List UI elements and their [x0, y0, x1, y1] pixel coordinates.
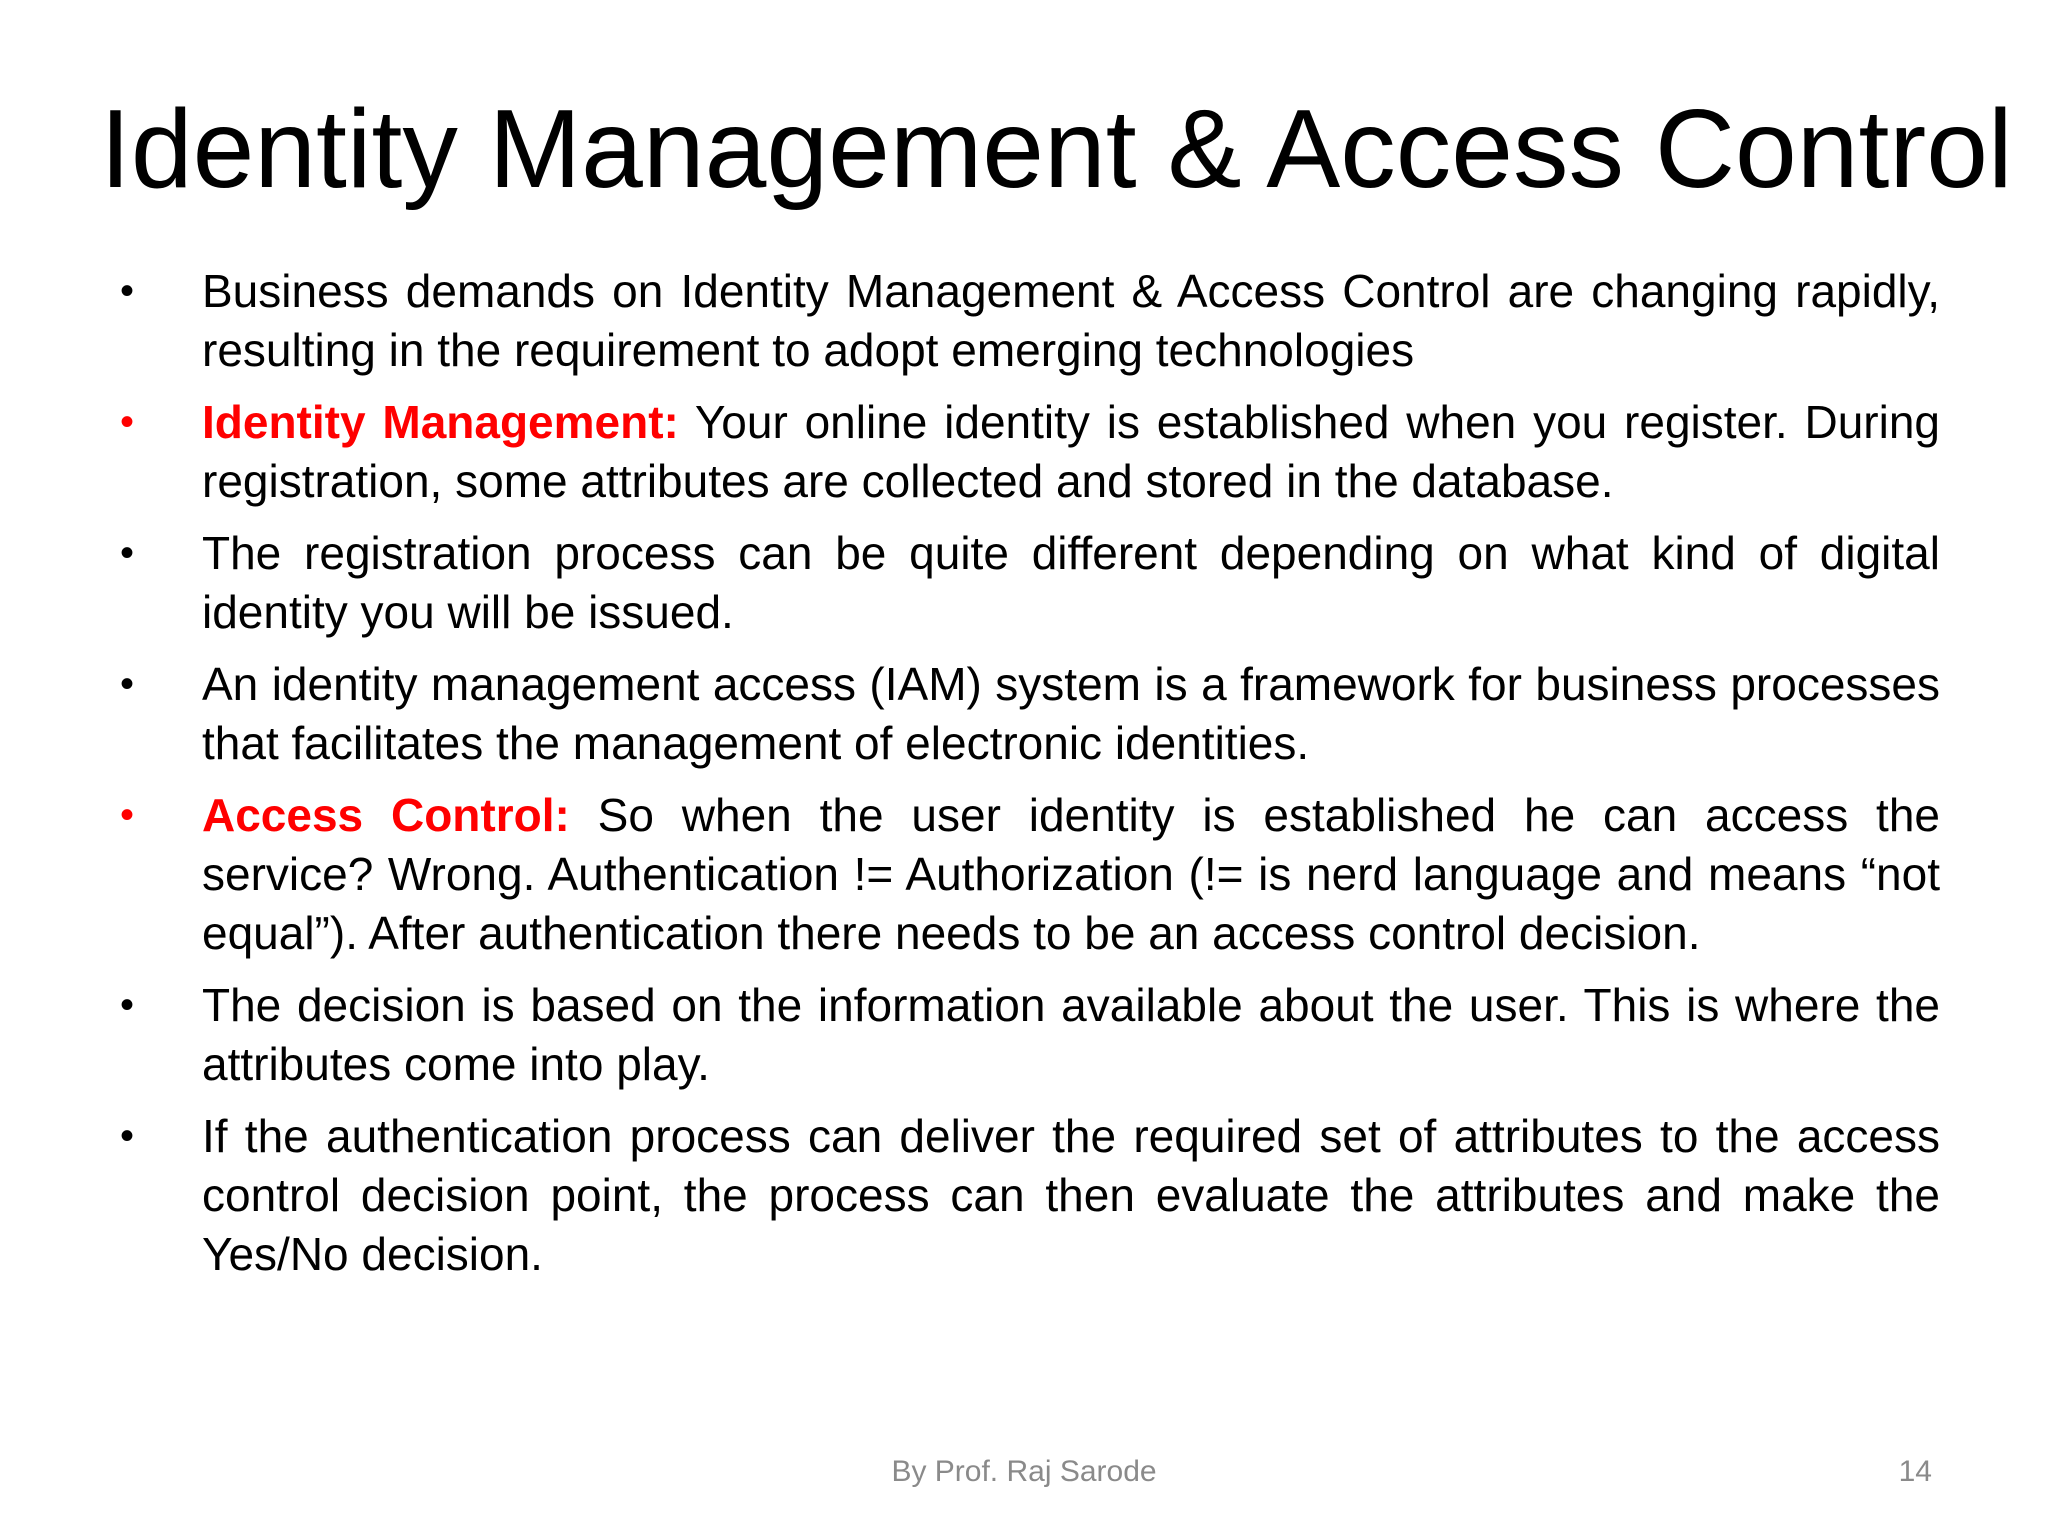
bullet-body: If the authentication process can deliver the required set of attributes to the access control decision point, the process can then evaluate the attributes and make the Yes/No decision. [202, 1110, 1940, 1280]
bullet-text [202, 262, 1940, 380]
bullet-body: The decision is based on the information available about the user. This is where the attributes come into play. [202, 979, 1940, 1090]
bullet-label: Access Control: [202, 789, 570, 841]
bullet-body: Business demands on Identity Management & Access Control are changing rapidly, resulting in the requirement to adopt emerging technologies [202, 265, 1940, 376]
bullet-item [120, 976, 1940, 1094]
bullet-dot-icon: • [120, 662, 135, 706]
bullet-item [120, 786, 1940, 963]
bullet-label: Identity Management: [202, 396, 679, 448]
bullet-item [120, 393, 1940, 511]
footer-author: By Prof. Raj Sarode [891, 1455, 1157, 1488]
bullet-text [202, 393, 1940, 511]
bullet-dot-icon: • [120, 1114, 135, 1158]
bullet-dot-icon: • [120, 531, 135, 575]
bullet-text [202, 976, 1940, 1094]
bullet-item [120, 524, 1940, 642]
bullet-dot-icon: • [120, 269, 135, 313]
bullet-item [120, 262, 1940, 380]
bullet-item [120, 655, 1940, 773]
page-number: 14 [1898, 1455, 1932, 1488]
bullet-body: So when the user identity is established he can access the service? Wrong. Authentication != Authorization (!= is nerd language and means “not equal”). After authentication there needs to be an access control decision. [202, 789, 1940, 959]
bullet-body: The registration process can be quite different depending on what kind of digital identity you will be issued. [202, 527, 1940, 638]
bullet-dot-icon: • [120, 793, 135, 837]
bullet-text [202, 786, 1940, 963]
bullet-body: An identity management access (IAM) system is a framework for business processes that facilitates the management of electronic identities. [202, 658, 1940, 769]
bullet-list [120, 262, 1940, 1297]
bullet-dot-icon: • [120, 983, 135, 1027]
bullet-text [202, 524, 1940, 642]
bullet-body: Your online identity is established when you register. During registration, some attributes are collected and stored in the database. [202, 396, 1940, 507]
bullet-text [202, 655, 1940, 773]
bullet-text [202, 1107, 1940, 1284]
bullet-item [120, 1107, 1940, 1284]
slide-title: Identity Management & Access Control [100, 87, 2013, 211]
bullet-dot-icon: • [120, 400, 135, 444]
